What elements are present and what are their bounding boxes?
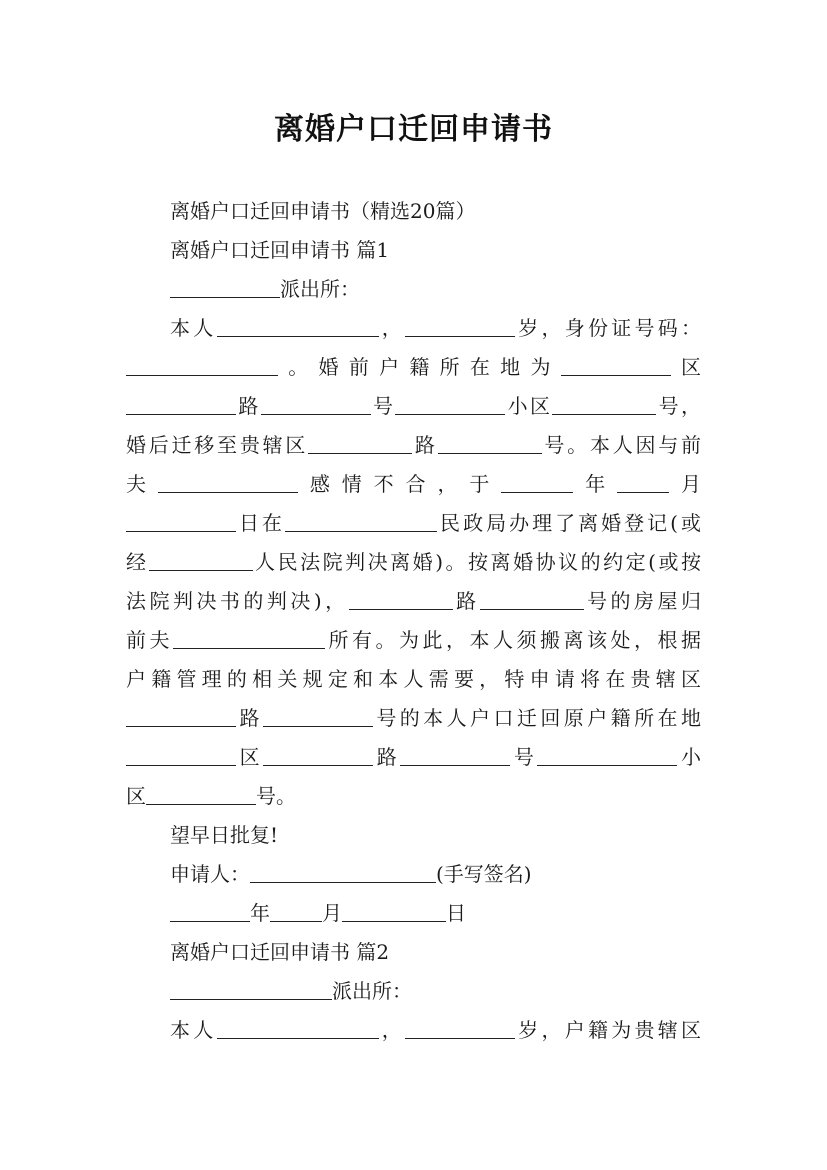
paragraph-line: 前夫 所有。为此，本人须搬离该处，根据 bbox=[126, 621, 701, 659]
paragraph-line: 婚后迁移至贵辖区 路 号。本人因与前 bbox=[126, 426, 701, 464]
blank-field bbox=[126, 390, 236, 415]
section-heading-2: 离婚户口迁回申请书 篇2 bbox=[170, 940, 390, 964]
blank-field bbox=[170, 975, 332, 1000]
blank-field bbox=[170, 273, 280, 298]
blank-field bbox=[395, 390, 505, 415]
blank-field bbox=[126, 741, 236, 766]
blank-field bbox=[405, 1014, 515, 1039]
page-title: 离婚户口迁回申请书 bbox=[274, 112, 553, 147]
blank-field bbox=[146, 780, 256, 805]
blank-field bbox=[149, 546, 253, 571]
blank-field bbox=[270, 897, 322, 922]
document-subtitle: 离婚户口迁回申请书（精选20篇） bbox=[170, 199, 476, 223]
blank-field bbox=[561, 351, 671, 376]
blank-field bbox=[480, 585, 584, 610]
blank-field bbox=[263, 702, 373, 727]
paragraph-line: 本人 ， 岁，户籍为贵辖区 bbox=[170, 1011, 701, 1049]
addressee-line-2: 派出所： bbox=[170, 972, 701, 1010]
closing-line: 望早日批复! bbox=[170, 823, 279, 847]
paragraph-line: 夫 感情不合，于 年 月 bbox=[126, 465, 701, 503]
blank-field bbox=[158, 468, 298, 493]
paragraph-line: 经 人民法院判决离婚)。按离婚协议的约定(或按 bbox=[126, 543, 701, 581]
blank-field bbox=[263, 741, 373, 766]
blank-field bbox=[552, 390, 656, 415]
date-line: 年 月 日 bbox=[170, 894, 701, 932]
paragraph-line: 本人 ， 岁，身份证号码： bbox=[170, 309, 701, 347]
blank-field bbox=[537, 741, 677, 766]
blank-field bbox=[438, 429, 542, 454]
blank-field bbox=[349, 585, 453, 610]
paragraph-line: 。婚前户籍所在地为 区 bbox=[126, 348, 701, 386]
signature-blank bbox=[250, 858, 436, 883]
paragraph-line: 日在 民政局办理了离婚登记(或 bbox=[126, 504, 701, 542]
blank-field bbox=[173, 624, 325, 649]
addressee-line: 派出所： bbox=[170, 270, 701, 308]
blank-field bbox=[170, 897, 250, 922]
applicant-signature-line: 申请人： (手写签名) bbox=[170, 855, 701, 893]
blank-field bbox=[126, 702, 236, 727]
paragraph-line: 路 号的本人户口迁回原户籍所在地 bbox=[126, 699, 701, 737]
blank-field bbox=[126, 507, 236, 532]
blank-field bbox=[617, 468, 669, 493]
blank-field bbox=[217, 1014, 379, 1039]
paragraph-line: 法院判决书的判决)， 路 号的房屋归 bbox=[126, 582, 701, 620]
blank-field bbox=[342, 897, 446, 922]
section-heading-1: 离婚户口迁回申请书 篇1 bbox=[170, 238, 390, 262]
paragraph-line: 区 路 号 小 bbox=[126, 738, 701, 776]
blank-field bbox=[126, 351, 278, 376]
blank-field bbox=[400, 741, 510, 766]
paragraph-line: 户籍管理的相关规定和本人需要，特申请将在贵辖区 bbox=[126, 667, 701, 691]
paragraph-line: 路 号 小区 号， bbox=[126, 387, 701, 425]
paragraph-line: 区 号。 bbox=[126, 777, 701, 815]
blank-field bbox=[501, 468, 573, 493]
blank-field bbox=[405, 312, 515, 337]
blank-field bbox=[261, 390, 371, 415]
blank-field bbox=[285, 507, 437, 532]
blank-field bbox=[217, 312, 379, 337]
blank-field bbox=[308, 429, 412, 454]
